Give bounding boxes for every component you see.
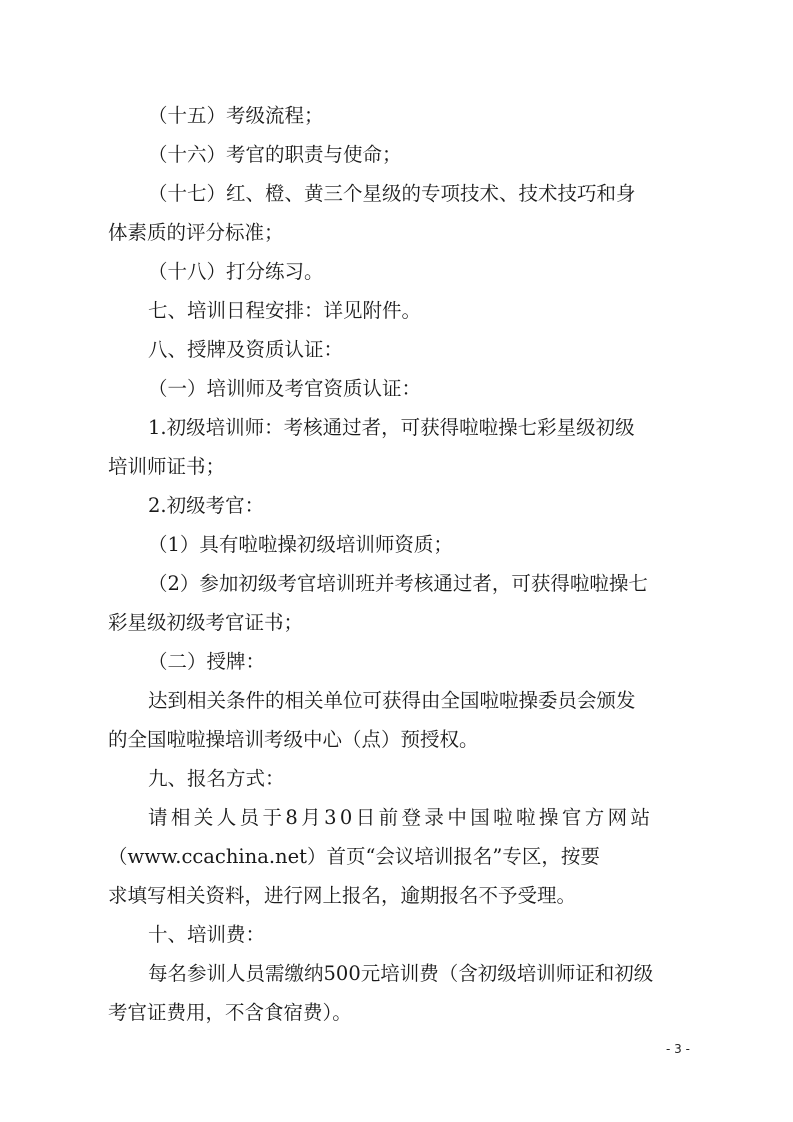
item-examiner-req-2: （2）参加初级考官培训班并考核通过者，可获得啦啦操七 [148, 572, 648, 595]
page-number: - 3 - [666, 1042, 690, 1056]
registration-paragraph [148, 806, 686, 830]
item-trainer-continuation: 培训师证书； [108, 455, 226, 478]
registration-text: 请相关人员于8月30日前登录中国啦啦操官方网站 [148, 806, 654, 829]
item-examiner-req-2-continuation: 彩星级初级考官证书； [108, 611, 304, 634]
subsection-1-certification: （一）培训师及考官资质认证： [148, 377, 422, 400]
registration-paragraph-continuation: 求填写相关资料，进行网上报名，逾期报名不予受理。 [108, 884, 577, 907]
plaque-paragraph-continuation: 的全国啦啦操培训考级中心（点）预授权。 [108, 728, 479, 751]
item-15-exam-process: （十五）考级流程； [148, 104, 324, 127]
item-examiner-req-1: （1）具有啦啦操初级培训师资质； [148, 533, 453, 556]
section-8-heading: 八、授牌及资质认证： [148, 338, 344, 361]
item-18-scoring-practice: （十八）打分练习。 [148, 260, 324, 283]
section-10-heading: 十、培训费： [148, 923, 266, 946]
item-17-scoring-standards: （十七）红、橙、黄三个星级的专项技术、技术技巧和身 [148, 182, 636, 205]
item-examiner-heading: 2.初级考官： [148, 494, 265, 517]
section-7-schedule: 七、培训日程安排：详见附件。 [148, 299, 422, 322]
plaque-paragraph: 达到相关条件的相关单位可获得由全国啦啦操委员会颁发 [148, 689, 636, 712]
subsection-2-plaque: （二）授牌： [148, 650, 266, 673]
item-16-examiner-duties: （十六）考官的职责与使命； [148, 143, 402, 166]
item-17-continuation: 体素质的评分标准； [108, 221, 284, 244]
item-trainer-certification: 1.初级培训师：考核通过者，可获得啦啦操七彩星级初级 [148, 416, 635, 439]
fee-paragraph-continuation: 考官证费用，不含食宿费）。 [108, 1001, 352, 1024]
fee-paragraph: 每名参训人员需缴纳500元培训费（含初级培训师证和初级 [148, 962, 654, 985]
section-9-heading: 九、报名方式： [148, 767, 285, 790]
registration-website-line: （www.ccachina.net）首页“会议培训报名”专区，按要 [108, 845, 600, 868]
